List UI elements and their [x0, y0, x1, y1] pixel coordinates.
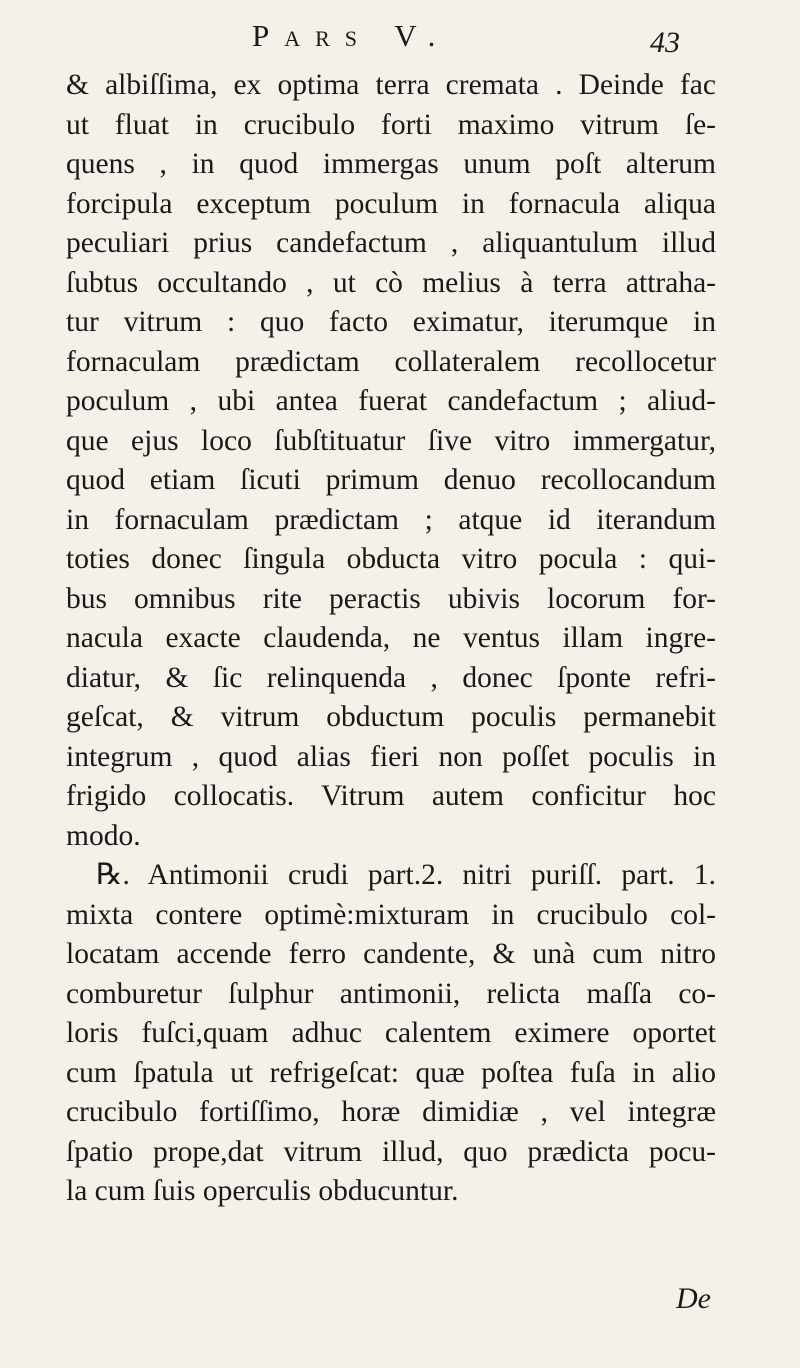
text-line: quod etiam ſicuti primum denuo recollocandum	[66, 464, 716, 496]
text-line: mixta contere optimè:mixturam in crucibulo col-	[66, 898, 716, 931]
catchword: De	[676, 1282, 711, 1315]
paragraph-end-line: modo.	[66, 819, 141, 852]
text-line: comburetur ſulphur antimonii, relicta maſſa co-	[66, 977, 716, 1010]
text-line: poculum , ubi antea fuerat candefactum ; aliud-	[66, 385, 716, 417]
body-text	[66, 66, 716, 1212]
text-line: diatur, & ſic relinquenda , donec ſponte refri-	[66, 661, 716, 694]
text-line: fornaculam prædictam collateralem recollocetur	[66, 345, 716, 378]
text-line: & albiſſima, ex optima terra cremata . Deinde fac	[66, 69, 716, 101]
text-line: ſpatio prope,dat vitrum illud, quo prædicta pocu-	[66, 1135, 716, 1168]
text-line: ut fluat in crucibulo forti maximo vitrum ſe-	[66, 108, 716, 141]
text-line: geſcat, & vitrum obductum poculis permanebit	[66, 701, 716, 733]
text-line: ſubtus occultando , ut cò melius à terra attraha-	[66, 266, 716, 299]
text-line: toties donec ſingula obducta vitro pocula : qui-	[66, 543, 716, 575]
running-title: Pars V.	[252, 18, 451, 53]
page-number: 43	[650, 26, 680, 59]
text-line: tur vitrum : quo facto eximatur, iterumque in	[66, 306, 716, 338]
text-line: frigido collocatis. Vitrum autem conficitur hoc	[66, 780, 716, 812]
text-line: que ejus loco ſubſtituatur ſive vitro immergatur,	[66, 424, 716, 457]
text-line: quens , in quod immergas unum poſt alterum	[66, 148, 716, 180]
text-line: integrum , quod alias fieri non poſſet poculis in	[66, 740, 716, 773]
text-line: peculiari prius candefactum , aliquantulum illud	[66, 227, 716, 259]
text-line: forcipula exceptum poculum in fornacula aliqua	[66, 187, 716, 220]
text-line: loris fuſci,quam adhuc calentem eximere oportet	[66, 1017, 716, 1049]
text-line: locatam accende ferro candente, & unà cum nitro	[66, 938, 716, 970]
text-line: nacula exacte claudenda, ne ventus illam ingre-	[66, 622, 716, 654]
text-line: crucibulo fortiſſimo, horæ dimidiæ , vel integræ	[66, 1096, 716, 1128]
text-line: in fornaculam prædictam ; atque id iterandum	[66, 503, 716, 536]
text-line: bus omnibus rite peractis ubivis locorum for-	[66, 582, 716, 615]
text-line: cum ſpatula ut refrigeſcat: quæ poſtea fuſa in alio	[66, 1056, 716, 1089]
running-head	[0, 14, 800, 64]
paragraph-end-line: la cum ſuis operculis obducuntur.	[66, 1175, 459, 1207]
recipe-start-line: ℞. Antimonii crudi part.2. nitri puriſſ. part. 1.	[96, 859, 716, 891]
